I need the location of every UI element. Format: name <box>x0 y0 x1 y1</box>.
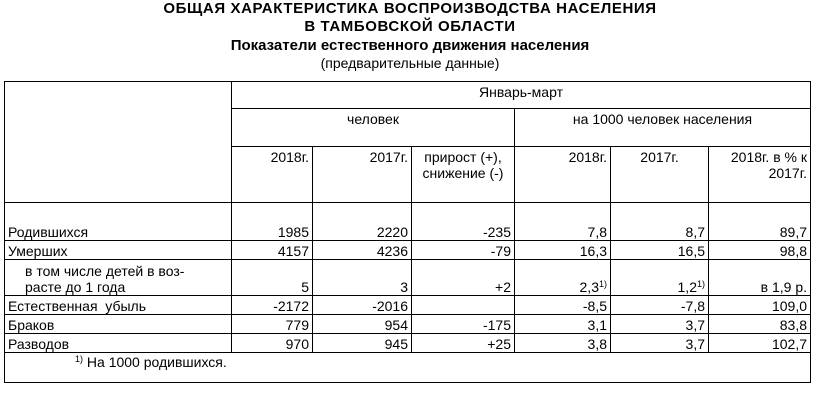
row-label: Разводов <box>5 334 232 353</box>
cell-change <box>412 296 515 315</box>
header-col-2018: 2018г. <box>232 147 313 203</box>
header-per-1000: на 1000 человек населения <box>515 109 811 147</box>
cell-change: -175 <box>412 315 515 334</box>
footnote-row <box>5 353 811 383</box>
row-label: Умерших <box>5 241 232 260</box>
cell-change: -235 <box>412 203 515 241</box>
cell-2017: 4236 <box>313 241 412 260</box>
cell-2018: 4157 <box>232 241 313 260</box>
title-line-2: В ТАМБОВСКОЙ ОБЛАСТИ <box>304 18 516 35</box>
statistics-table <box>4 81 811 383</box>
table-row <box>5 203 811 241</box>
cell-2018: 1985 <box>232 203 313 241</box>
header-blank-cell <box>5 82 232 203</box>
footnote-mark: 1) <box>75 354 84 364</box>
subtitle: Показатели естественного движения населения <box>230 37 590 54</box>
cell-pct: в 1,9 р. <box>709 260 811 296</box>
header-col-pct: 2018г. в % к 2017г. <box>709 147 811 203</box>
cell-2017: -2016 <box>313 296 412 315</box>
row-label-line-2: расте до 1 года <box>25 279 126 295</box>
cell-rate-2018 <box>515 260 611 296</box>
footnote-marker: 1) <box>598 279 607 289</box>
cell-rate-2018: -8,5 <box>515 296 611 315</box>
table-row <box>5 241 811 260</box>
header-col-change: прирост (+), снижение (-) <box>412 147 515 203</box>
header-period: Январь-март <box>232 82 811 109</box>
cell-change: +25 <box>412 334 515 353</box>
cell-2017: 954 <box>313 315 412 334</box>
cell-rate-2017 <box>611 260 709 296</box>
table-row <box>5 296 811 315</box>
cell-2017: 3 <box>313 260 412 296</box>
cell-rate-2018: 3,1 <box>515 315 611 334</box>
cell-2017: 945 <box>313 334 412 353</box>
cell-pct: 98,8 <box>709 241 811 260</box>
cell-rate-2018: 3,8 <box>515 334 611 353</box>
cell-rate-2017: 3,7 <box>611 315 709 334</box>
cell-pct: 109,0 <box>709 296 811 315</box>
table-row <box>5 315 811 334</box>
table-row <box>5 260 811 296</box>
rate-value: 2,3 <box>579 279 599 295</box>
footnote <box>5 353 811 383</box>
footnote-marker: 1) <box>696 279 705 289</box>
cell-rate-2018: 7,8 <box>515 203 611 241</box>
row-label: Родившихся <box>5 203 232 241</box>
header-col-2017-rate: 2017г. <box>611 147 709 203</box>
header-col-2017: 2017г. <box>313 147 412 203</box>
cell-2018: 779 <box>232 315 313 334</box>
cell-change: -79 <box>412 241 515 260</box>
cell-rate-2017: 16,5 <box>611 241 709 260</box>
cell-pct: 83,8 <box>709 315 811 334</box>
header-people: человек <box>232 109 515 147</box>
cell-2018: 5 <box>232 260 313 296</box>
header-col-2018-rate: 2018г. <box>515 147 611 203</box>
cell-2017: 2220 <box>313 203 412 241</box>
title-line-1: ОБЩАЯ ХАРАКТЕРИСТИКА ВОСПРОИЗВОДСТВА НАСЕЛЕНИЯ <box>163 0 657 17</box>
row-label-line-1: в том числе детей в воз- <box>25 263 185 279</box>
row-label: Естественная убыль <box>5 296 232 315</box>
cell-2018: -2172 <box>232 296 313 315</box>
row-label: Браков <box>5 315 232 334</box>
cell-2018: 970 <box>232 334 313 353</box>
row-label <box>5 260 232 296</box>
cell-pct: 89,7 <box>709 203 811 241</box>
cell-change: +2 <box>412 260 515 296</box>
cell-rate-2017: 3,7 <box>611 334 709 353</box>
cell-rate-2017: 8,7 <box>611 203 709 241</box>
rate-value: 1,2 <box>677 279 697 295</box>
footnote-text: На 1000 родившихся. <box>83 354 227 370</box>
cell-rate-2018: 16,3 <box>515 241 611 260</box>
table-row <box>5 334 811 353</box>
cell-rate-2017: -7,8 <box>611 296 709 315</box>
cell-pct: 102,7 <box>709 334 811 353</box>
title-block <box>0 0 820 72</box>
subtitle-note: (предварительные данные) <box>320 55 500 71</box>
